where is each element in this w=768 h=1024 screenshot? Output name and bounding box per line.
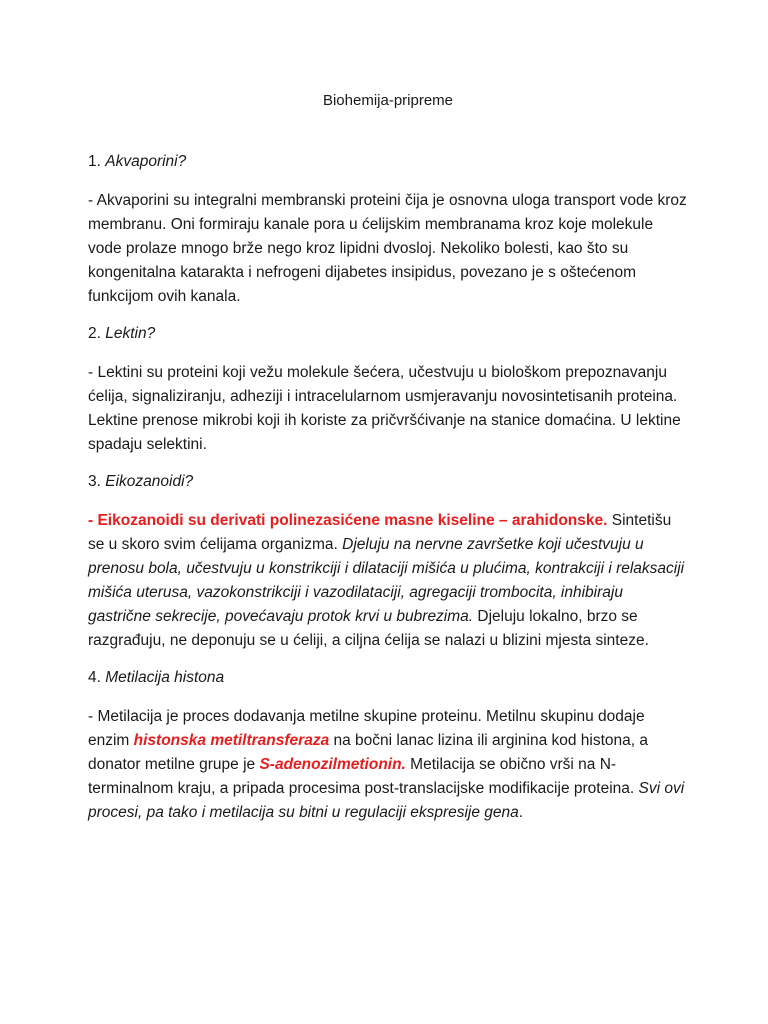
- section-paragraph-akvaporini: - Akvaporini su integralni membranski proteini čija je osnovna uloga transport vode kroz membranu. Oni formiraju kanale pora u ćelijskim membranama kroz koje molekule vode prolaze mnogo brže nego kroz lipidni dvosloj. Nekoliko bolesti, kao što su kongenitalna katarakta i nefrogeni dijabetes insipidus, povezano je s oštećenom funkcijom ovih kanala.: [88, 192, 687, 305]
- section-paragraph-metilacija: [88, 705, 688, 825]
- paragraph-end: .: [518, 804, 524, 821]
- section-number: 1.: [88, 153, 101, 170]
- paragraph-text: Djeluju lokalno, brzo se razgrađuju, ne deponuju se u ćeliji, a ciljna ćelija se nalazi u blizini mjesta sinteze.: [88, 608, 649, 649]
- section-paragraph-eikozanoidi: [88, 509, 688, 653]
- section-paragraph-lektin: - Lektini su proteini koji vežu molekule šećera, učestvuju u biološkom prepoznavanju ćelija, signaliziranju, adheziji i intracelularnom usmjeravanju novosintetisanih proteina. Lektine prenose mikrobi koji ih koriste za pričvršćivanje na stanice domaćina. U lektine spadaju selektini.: [88, 364, 681, 453]
- section-title: Lektin?: [105, 325, 156, 342]
- paragraph-text: na bočni lanac lizina ili arginina kod histona, a donator metilne grupe je: [88, 732, 649, 773]
- section-heading-eikozanoidi: [88, 471, 688, 493]
- section-heading-akvaporini: [88, 151, 688, 173]
- section-title: Metilacija histona: [105, 669, 225, 686]
- italic-text: Svi ovi procesi, pa tako i metilacija su bitni u regulaciji ekspresije gena: [88, 780, 685, 821]
- section-number: 2.: [88, 325, 101, 342]
- paragraph-text: Sintetišu se u skoro svim ćelijama organizma.: [88, 512, 672, 553]
- highlighted-enzyme: histonska metiltransferaza: [133, 732, 330, 749]
- section-title: Akvaporini?: [105, 153, 187, 170]
- italic-text: Djeluju na nervne završetke koji učestvuju u prenosu bola, učestvuju u konstrikciji i dilataciji mišića u plućima, kontrakciji i relaksaciji mišića uterusa, vazokonstrikciji i vazodilataciji, agregaciji trombocita, inhibiraju gastrične sekrecije, povećavaju protok krvi u bubrezima.: [88, 536, 685, 625]
- document-page: [88, 92, 688, 839]
- paragraph-text: Metilacija se obično vrši na N-terminalnom kraju, a pripada procesima post-translacijske modifikacije proteina.: [88, 756, 639, 797]
- paragraph-text: - Metilacija je proces dodavanja metilne skupine proteinu. Metilnu skupinu dodaje enzim: [88, 708, 645, 749]
- highlighted-definition: Eikozanoidi su derivati polinezasićene masne kiseline – arahidonske.: [97, 512, 608, 529]
- section-heading-metilacija: [88, 667, 688, 689]
- section-number: 3.: [88, 473, 101, 490]
- highlighted-donor: S-adenozilmetionin.: [259, 756, 406, 773]
- section-heading-lektin: [88, 323, 688, 345]
- section-title: Eikozanoidi?: [105, 473, 194, 490]
- document-title: Biohemija-pripreme: [322, 92, 454, 109]
- paragraph-dash: -: [88, 512, 98, 529]
- section-number: 4.: [88, 669, 101, 686]
